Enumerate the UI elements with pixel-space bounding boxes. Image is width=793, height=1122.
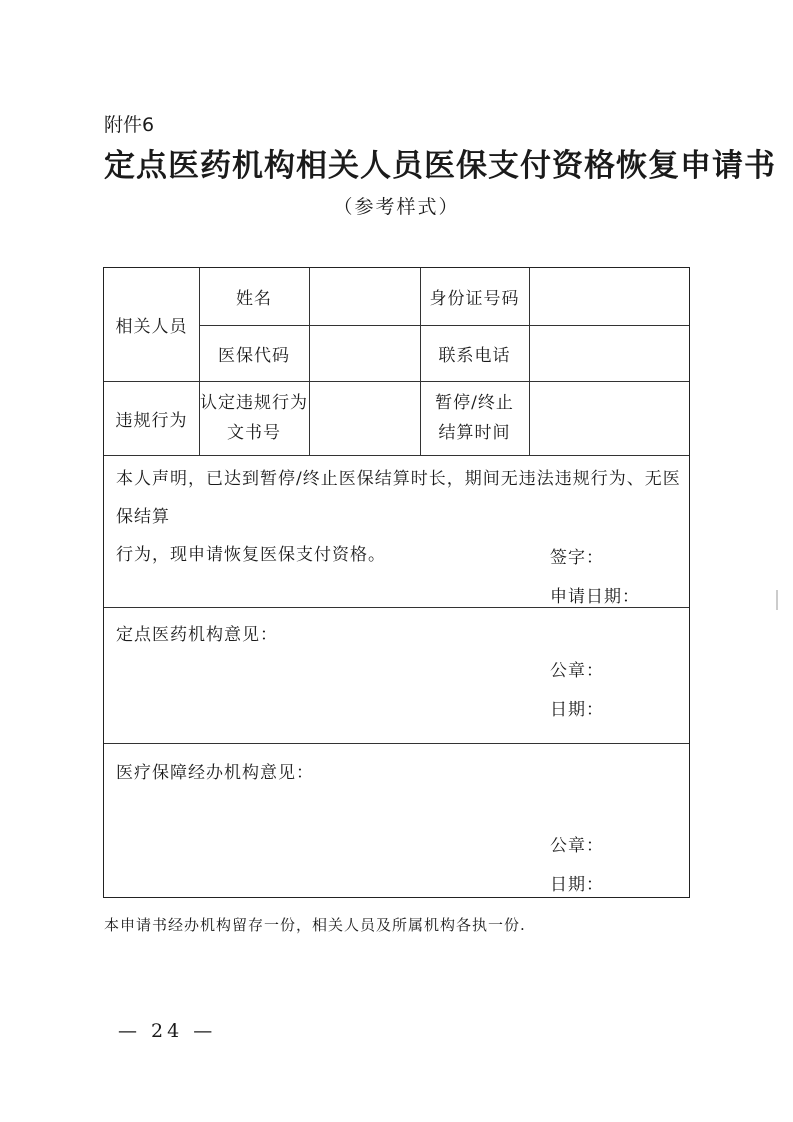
suspension-time-label-line1: 暂停/终止 <box>435 393 514 413</box>
document-title: 定点医药机构相关人员医保支付资格恢复申请书 <box>104 148 776 184</box>
phone-label: 联系电话 <box>438 345 511 366</box>
phone-field[interactable] <box>529 325 689 381</box>
attachment-label: 附件6 <box>104 114 155 136</box>
apply-date-label: 申请日期： <box>550 587 640 607</box>
declaration-line1: 本人声明，已达到暂停/终止医保结算时长，期间无违法违规行为、无医保结算 <box>116 469 681 527</box>
violation-label: 违规行为 <box>115 410 188 431</box>
institution-seal-label: 公章： <box>550 661 604 681</box>
name-field[interactable] <box>309 268 420 325</box>
agency-seal-label: 公章： <box>550 836 604 856</box>
page-number: — 24 — <box>118 1020 217 1042</box>
violation-document-field[interactable] <box>309 381 420 455</box>
application-form-table <box>103 267 690 898</box>
id-number-field[interactable] <box>529 268 689 325</box>
divider <box>104 455 689 456</box>
institution-opinion-label: 定点医药机构意见： <box>116 625 278 645</box>
agency-opinion-label: 医疗保障经办机构意见： <box>116 763 314 783</box>
footnote: 本申请书经办机构留存一份，相关人员及所属机构各执一份. <box>104 916 526 934</box>
suspension-time-field[interactable] <box>529 381 689 455</box>
name-label: 姓名 <box>236 289 272 309</box>
suspension-time-label-line2: 结算时间 <box>438 423 511 443</box>
id-number-label: 身份证号码 <box>429 289 520 309</box>
violation-document-label-line2: 文书号 <box>227 423 281 443</box>
agency-date-label: 日期： <box>550 875 604 895</box>
declaration-line2: 行为，现申请恢复医保支付资格。 <box>116 545 386 565</box>
scan-mark <box>776 590 778 610</box>
document-subtitle: （参考样式） <box>333 196 460 218</box>
medical-insurance-code-field[interactable] <box>309 325 420 381</box>
related-personnel-label: 相关人员 <box>115 317 188 337</box>
signature-label: 签字： <box>550 548 604 568</box>
divider <box>104 607 689 608</box>
suspension-time-label <box>420 381 529 455</box>
institution-date-label: 日期： <box>550 700 604 720</box>
divider <box>104 743 689 744</box>
violation-document-label-line1: 认定违规行为 <box>200 393 308 413</box>
medical-insurance-code-label: 医保代码 <box>218 345 290 366</box>
violation-document-label <box>199 381 309 455</box>
